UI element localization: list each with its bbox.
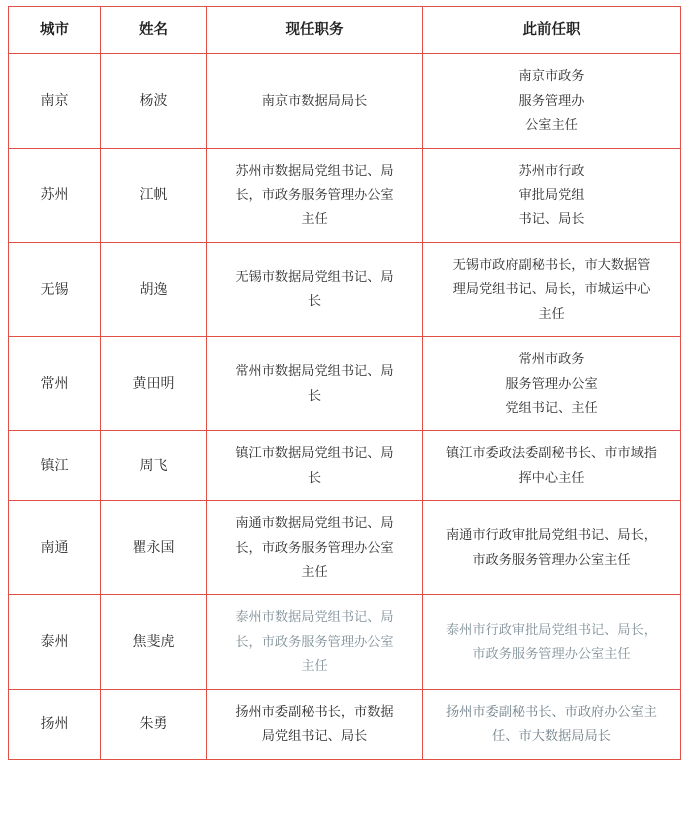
column-header-current-position: 现任职务: [207, 7, 423, 54]
cell-current-position: 苏州市数据局党组书记、局 长，市政务服务管理办公室 主任: [207, 148, 423, 242]
column-header-previous-position: 此前任职: [423, 7, 681, 54]
column-header-name: 姓名: [101, 7, 207, 54]
cell-city: 苏州: [9, 148, 101, 242]
cell-previous-position: 无锡市政府副秘书长，市大数据管 理局党组书记、局长，市城运中心 主任: [423, 242, 681, 336]
cell-city: 南京: [9, 54, 101, 148]
cell-previous-position: 扬州市委副秘书长、市政府办公室主 任、市大数据局局长: [423, 689, 681, 759]
officials-table: [8, 6, 681, 760]
cell-current-position: 无锡市数据局党组书记、局 长: [207, 242, 423, 336]
cell-city: 南通: [9, 501, 101, 595]
cell-name: 胡逸: [101, 242, 207, 336]
cell-name: 焦斐虎: [101, 595, 207, 689]
column-header-city: 城市: [9, 7, 101, 54]
cell-previous-position: 常州市政务 服务管理办公室 党组书记、主任: [423, 337, 681, 431]
cell-name: 黄田明: [101, 337, 207, 431]
cell-previous-position: 南京市政务 服务管理办 公室主任: [423, 54, 681, 148]
table-row: [9, 148, 681, 242]
table-header-row: [9, 7, 681, 54]
cell-previous-position: 南通市行政审批局党组书记、局长， 市政务服务管理办公室主任: [423, 501, 681, 595]
table-body: [9, 54, 681, 759]
cell-previous-position: 镇江市委政法委副秘书长、市市域指 挥中心主任: [423, 431, 681, 501]
cell-previous-position: 苏州市行政 审批局党组 书记、局长: [423, 148, 681, 242]
cell-name: 朱勇: [101, 689, 207, 759]
cell-current-position: 南通市数据局党组书记、局 长，市政务服务管理办公室 主任: [207, 501, 423, 595]
cell-name: 杨波: [101, 54, 207, 148]
table-row: [9, 689, 681, 759]
cell-name: 周飞: [101, 431, 207, 501]
cell-current-position: 南京市数据局局长: [207, 54, 423, 148]
cell-name: 江帆: [101, 148, 207, 242]
table-row: [9, 595, 681, 689]
table-row: [9, 54, 681, 148]
cell-current-position: 扬州市委副秘书长，市数据 局党组书记、局长: [207, 689, 423, 759]
cell-current-position: 镇江市数据局党组书记、局 长: [207, 431, 423, 501]
cell-city: 无锡: [9, 242, 101, 336]
cell-city: 镇江: [9, 431, 101, 501]
table-row: [9, 431, 681, 501]
table-header: [9, 7, 681, 54]
cell-name: 瞿永国: [101, 501, 207, 595]
table-row: [9, 242, 681, 336]
cell-previous-position: 泰州市行政审批局党组书记、局长， 市政务服务管理办公室主任: [423, 595, 681, 689]
table-row: [9, 337, 681, 431]
cell-city: 扬州: [9, 689, 101, 759]
cell-current-position: 泰州市数据局党组书记、局 长，市政务服务管理办公室 主任: [207, 595, 423, 689]
cell-city: 泰州: [9, 595, 101, 689]
cell-current-position: 常州市数据局党组书记、局 长: [207, 337, 423, 431]
cell-city: 常州: [9, 337, 101, 431]
table-row: [9, 501, 681, 595]
